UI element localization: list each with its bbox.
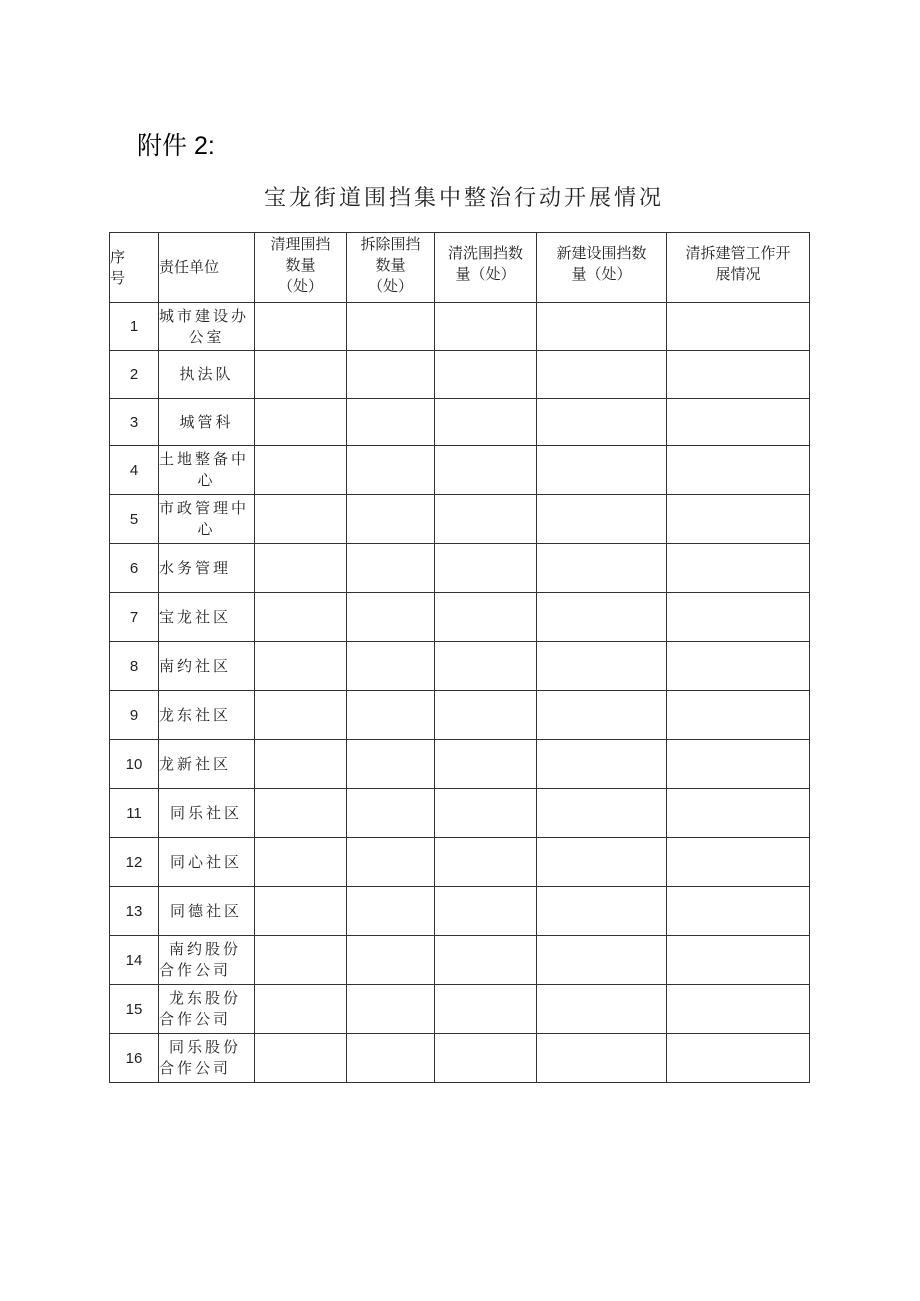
remove-cell[interactable] xyxy=(347,789,435,838)
new-build-cell[interactable] xyxy=(537,593,667,642)
remove-cell[interactable] xyxy=(347,936,435,985)
seq-cell: 15 xyxy=(110,985,159,1034)
table-row xyxy=(110,593,810,642)
wash-cell[interactable] xyxy=(435,544,537,593)
work-status-cell[interactable] xyxy=(667,1034,810,1083)
seq-cell: 2 xyxy=(110,351,159,399)
new-build-cell[interactable] xyxy=(537,740,667,789)
clean-up-cell[interactable] xyxy=(255,399,347,446)
seq-cell: 4 xyxy=(110,446,159,495)
attachment-label: 附件 2: xyxy=(137,132,215,160)
wash-cell[interactable] xyxy=(435,593,537,642)
remove-cell[interactable] xyxy=(347,985,435,1034)
work-status-cell[interactable] xyxy=(667,936,810,985)
wash-cell[interactable] xyxy=(435,740,537,789)
new-build-cell[interactable] xyxy=(537,303,667,351)
remove-cell[interactable] xyxy=(347,838,435,887)
clean-up-cell[interactable] xyxy=(255,691,347,740)
clean-up-cell[interactable] xyxy=(255,446,347,495)
unit-cell: 同乐股份 合作公司 xyxy=(159,1034,255,1083)
remove-cell[interactable] xyxy=(347,740,435,789)
new-build-cell[interactable] xyxy=(537,446,667,495)
table-row xyxy=(110,838,810,887)
wash-cell[interactable] xyxy=(435,789,537,838)
unit-cell: 市政管理中 心 xyxy=(159,495,255,544)
header-wash: 清洗围挡数 量（处） xyxy=(435,233,537,303)
header-seq: 序 号 xyxy=(110,233,159,303)
seq-cell: 3 xyxy=(110,399,159,446)
table-row xyxy=(110,936,810,985)
table-row xyxy=(110,691,810,740)
unit-cell: 龙东社区 xyxy=(159,691,255,740)
work-status-cell[interactable] xyxy=(667,544,810,593)
unit-cell: 宝龙社区 xyxy=(159,593,255,642)
remove-cell[interactable] xyxy=(347,495,435,544)
table-row xyxy=(110,351,810,399)
table-row xyxy=(110,740,810,789)
wash-cell[interactable] xyxy=(435,495,537,544)
work-status-cell[interactable] xyxy=(667,351,810,399)
seq-cell: 5 xyxy=(110,495,159,544)
clean-up-cell[interactable] xyxy=(255,887,347,936)
clean-up-cell[interactable] xyxy=(255,1034,347,1083)
seq-cell: 6 xyxy=(110,544,159,593)
header-remove: 拆除围挡 数量 （处） xyxy=(347,233,435,303)
new-build-cell[interactable] xyxy=(537,1034,667,1083)
wash-cell[interactable] xyxy=(435,446,537,495)
seq-cell: 16 xyxy=(110,1034,159,1083)
work-status-cell[interactable] xyxy=(667,446,810,495)
remove-cell[interactable] xyxy=(347,642,435,691)
work-status-cell[interactable] xyxy=(667,838,810,887)
wash-cell[interactable] xyxy=(435,838,537,887)
remove-cell[interactable] xyxy=(347,446,435,495)
new-build-cell[interactable] xyxy=(537,691,667,740)
work-status-cell[interactable] xyxy=(667,985,810,1034)
work-status-cell[interactable] xyxy=(667,691,810,740)
seq-cell: 8 xyxy=(110,642,159,691)
unit-cell: 土地整备中 心 xyxy=(159,446,255,495)
header-new-build: 新建设围挡数 量（处） xyxy=(537,233,667,303)
unit-cell: 龙东股份 合作公司 xyxy=(159,985,255,1034)
clean-up-cell[interactable] xyxy=(255,985,347,1034)
work-status-cell[interactable] xyxy=(667,887,810,936)
table-header-row xyxy=(110,233,810,303)
work-status-cell[interactable] xyxy=(667,593,810,642)
remove-cell[interactable] xyxy=(347,544,435,593)
clean-up-cell[interactable] xyxy=(255,495,347,544)
seq-cell: 9 xyxy=(110,691,159,740)
unit-cell: 南约社区 xyxy=(159,642,255,691)
unit-cell: 执法队 xyxy=(159,351,255,399)
new-build-cell[interactable] xyxy=(537,351,667,399)
work-status-cell[interactable] xyxy=(667,399,810,446)
work-status-cell[interactable] xyxy=(667,642,810,691)
unit-cell: 城市建设办 公室 xyxy=(159,303,255,351)
new-build-cell[interactable] xyxy=(537,936,667,985)
header-work-status: 清拆建管工作开 展情况 xyxy=(667,233,810,303)
seq-cell: 14 xyxy=(110,936,159,985)
clean-up-cell[interactable] xyxy=(255,303,347,351)
remove-cell[interactable] xyxy=(347,691,435,740)
seq-cell: 12 xyxy=(110,838,159,887)
clean-up-cell[interactable] xyxy=(255,789,347,838)
table-row xyxy=(110,446,810,495)
wash-cell[interactable] xyxy=(435,1034,537,1083)
seq-cell: 13 xyxy=(110,887,159,936)
wash-cell[interactable] xyxy=(435,691,537,740)
new-build-cell[interactable] xyxy=(537,544,667,593)
clean-up-cell[interactable] xyxy=(255,740,347,789)
wash-cell[interactable] xyxy=(435,936,537,985)
unit-cell: 水务管理 xyxy=(159,544,255,593)
wash-cell[interactable] xyxy=(435,642,537,691)
seq-cell: 10 xyxy=(110,740,159,789)
table-row xyxy=(110,495,810,544)
header-unit: 责任单位 xyxy=(159,233,255,303)
clean-up-cell[interactable] xyxy=(255,351,347,399)
unit-cell: 龙新社区 xyxy=(159,740,255,789)
work-status-cell[interactable] xyxy=(667,789,810,838)
seq-cell: 1 xyxy=(110,303,159,351)
new-build-cell[interactable] xyxy=(537,399,667,446)
new-build-cell[interactable] xyxy=(537,789,667,838)
remove-cell[interactable] xyxy=(347,399,435,446)
remove-cell[interactable] xyxy=(347,303,435,351)
clean-up-cell[interactable] xyxy=(255,544,347,593)
remove-cell[interactable] xyxy=(347,593,435,642)
seq-cell: 11 xyxy=(110,789,159,838)
new-build-cell[interactable] xyxy=(537,985,667,1034)
table-row xyxy=(110,887,810,936)
table-row xyxy=(110,399,810,446)
clean-up-cell[interactable] xyxy=(255,593,347,642)
wash-cell[interactable] xyxy=(435,887,537,936)
table-row xyxy=(110,642,810,691)
remove-cell[interactable] xyxy=(347,1034,435,1083)
wash-cell[interactable] xyxy=(435,399,537,446)
clean-up-cell[interactable] xyxy=(255,642,347,691)
wash-cell[interactable] xyxy=(435,303,537,351)
unit-cell: 城管科 xyxy=(159,399,255,446)
new-build-cell[interactable] xyxy=(537,495,667,544)
clean-up-cell[interactable] xyxy=(255,936,347,985)
work-status-cell[interactable] xyxy=(667,740,810,789)
new-build-cell[interactable] xyxy=(537,838,667,887)
table-row xyxy=(110,789,810,838)
clean-up-cell[interactable] xyxy=(255,838,347,887)
new-build-cell[interactable] xyxy=(537,887,667,936)
table-row xyxy=(110,303,810,351)
work-status-cell[interactable] xyxy=(667,303,810,351)
remove-cell[interactable] xyxy=(347,887,435,936)
status-table xyxy=(109,232,810,1083)
unit-cell: 南约股份 合作公司 xyxy=(159,936,255,985)
header-clean-up: 清理围挡 数量 （处） xyxy=(255,233,347,303)
wash-cell[interactable] xyxy=(435,985,537,1034)
wash-cell[interactable] xyxy=(435,351,537,399)
table-row xyxy=(110,985,810,1034)
document-title: 宝龙街道围挡集中整治行动开展情况 xyxy=(264,186,665,211)
table-row xyxy=(110,544,810,593)
table-row xyxy=(110,1034,810,1083)
work-status-cell[interactable] xyxy=(667,495,810,544)
new-build-cell[interactable] xyxy=(537,642,667,691)
remove-cell[interactable] xyxy=(347,351,435,399)
seq-cell: 7 xyxy=(110,593,159,642)
unit-cell: 同心社区 xyxy=(159,838,255,887)
unit-cell: 同乐社区 xyxy=(159,789,255,838)
unit-cell: 同德社区 xyxy=(159,887,255,936)
